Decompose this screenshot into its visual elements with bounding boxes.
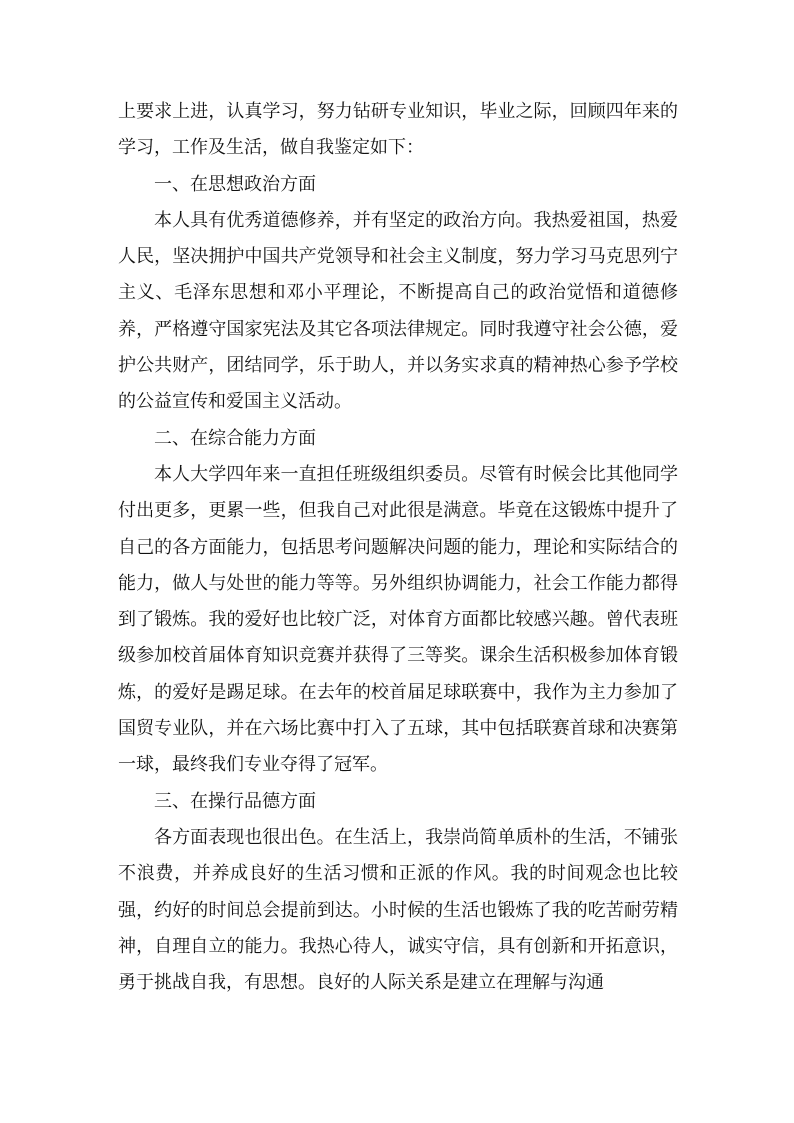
paragraph-political: 本人具有优秀道德修养，并有坚定的政治方向。我热爱祖国，热爱人民，坚决拥护中国共产党领导和社会主义制度，努力学习马克思列宁主义、毛泽东思想和邓小平理论，不断提高自己的政治觉悟和道德修养，严格遵守国家宪法及其它各项法律规定。同时我遵守社会公德，爱护公共财产，团结同学，乐于助人，并以务实求真的精神热心参予学校的公益宣传和爱国主义活动。 bbox=[118, 209, 678, 413]
section-heading-conduct: 三、在操行品德方面 bbox=[154, 790, 316, 812]
continuation-paragraph: 上要求上进，认真学习，努力钻研专业知识，毕业之际，回顾四年来的学习，工作及生活，做自我鉴定如下： bbox=[118, 101, 678, 159]
section-heading-ability: 二、在综合能力方面 bbox=[154, 427, 316, 449]
paragraph-conduct: 各方面表现也很出色。在生活上，我崇尚简单质朴的生活，不铺张不浪费，并养成良好的生活习惯和正派的作风。我的时间观念也比较强，约好的时间总会提前到达。小时候的生活也锻炼了我的吃苦耐劳精神，自理自立的能力。我热心待人，诚实守信，具有创新和开拓意识，勇于挑战自我，有思想。良好的人际关系是建立在理解与沟通 bbox=[118, 826, 678, 994]
section-heading-political: 一、在思想政治方面 bbox=[154, 173, 316, 195]
paragraph-ability: 本人大学四年来一直担任班级组织委员。尽管有时候会比其他同学付出更多，更累一些，但我自己对此很是满意。毕竟在这锻炼中提升了自己的各方面能力，包括思考问题解决问题的能力，理论和实际结合的能力，做人与处世的能力等等。另外组织协调能力，社会工作能力都得到了锻炼。我的爱好也比较广泛，对体育方面都比较感兴趣。曾代表班级参加校首届体育知识竞赛并获得了三等奖。课余生活积极参加体育锻炼，的爱好是踢足球。在去年的校首届足球联赛中，我作为主力参加了国贸专业队，并在六场比赛中打入了五球，其中包括联赛首球和决赛第一球，最终我们专业夺得了冠军。 bbox=[118, 463, 678, 776]
document-body bbox=[118, 94, 678, 1001]
